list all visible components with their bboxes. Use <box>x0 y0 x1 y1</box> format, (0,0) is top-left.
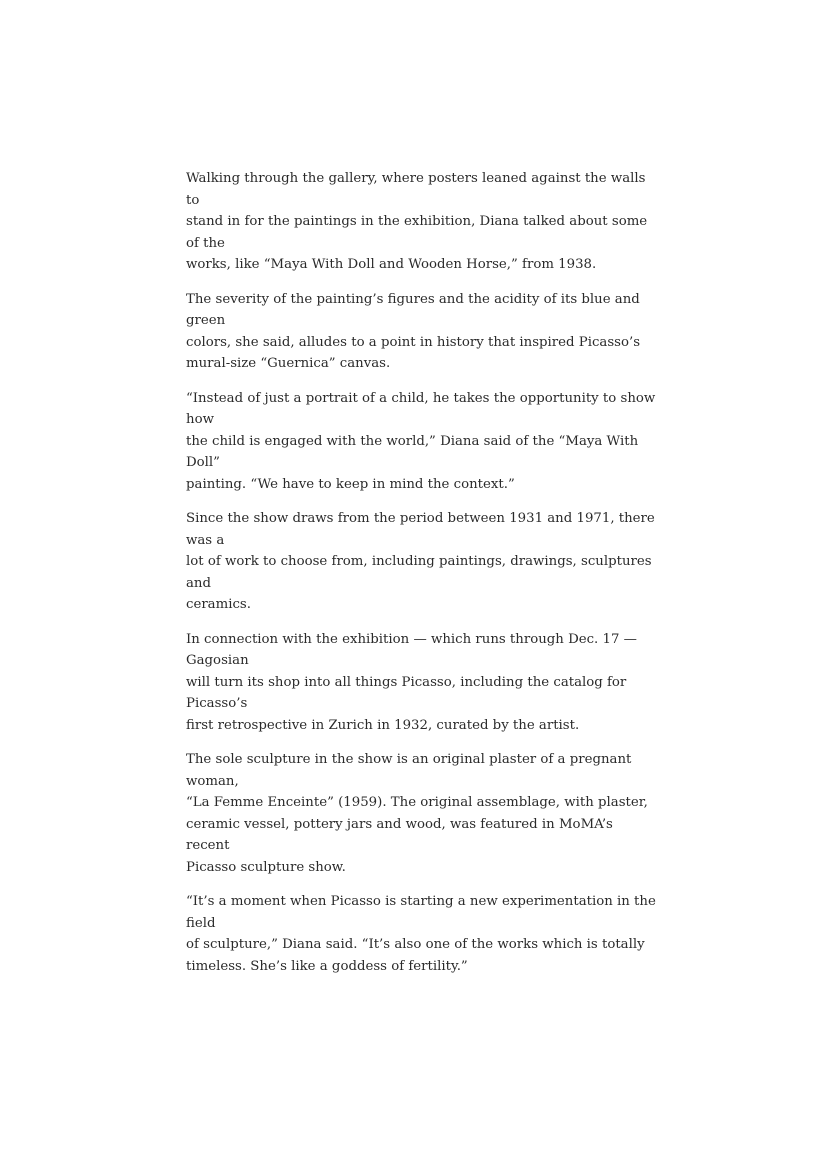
paragraph-4: Since the show draws from the period between 1931 and 1971, there was a lot of work to choose from, including paintings, drawings, sculptures and ceramics. <box>186 511 655 612</box>
paragraph-3: “Instead of just a portrait of a child, he takes the opportunity to show how the child is engaged with the world,” Diana said of the “Maya With Doll” painting. “We have to keep in mind the context.” <box>186 390 656 492</box>
paragraph-6: The sole sculpture in the show is an original plaster of a pregnant woman, “La Femme Enceinte” (1959). The original assemblage, with plaster, ceramic vessel, pottery jars and wood, was featured in MoMA’s recent Picasso sculpture show. <box>186 752 648 875</box>
article-body <box>186 168 656 990</box>
paragraph-1: Walking through the gallery, where posters leaned against the walls to stand in for the paintings in the exhibition, Diana talked about some of the works, like “Maya With Doll and Wooden Horse,” from 1938. <box>186 171 648 272</box>
paragraph-7: “It’s a moment when Picasso is starting a new experimentation in the field of sculpture,” Diana said. “It’s also one of the works which is totally timeless. She’s like a goddess of fertility.” <box>186 894 656 974</box>
paragraph-2: The severity of the painting’s figures and the acidity of its blue and green colors, she said, alludes to a point in history that inspired Picasso’s mural-size “Guernica” canvas. <box>186 291 641 371</box>
paragraph-5: In connection with the exhibition — which runs through Dec. 17 — Gagosian will turn its shop into all things Picasso, including the catalog for Picasso’s first retrospective in Zurich in 1932, curated by the artist. <box>186 631 637 733</box>
